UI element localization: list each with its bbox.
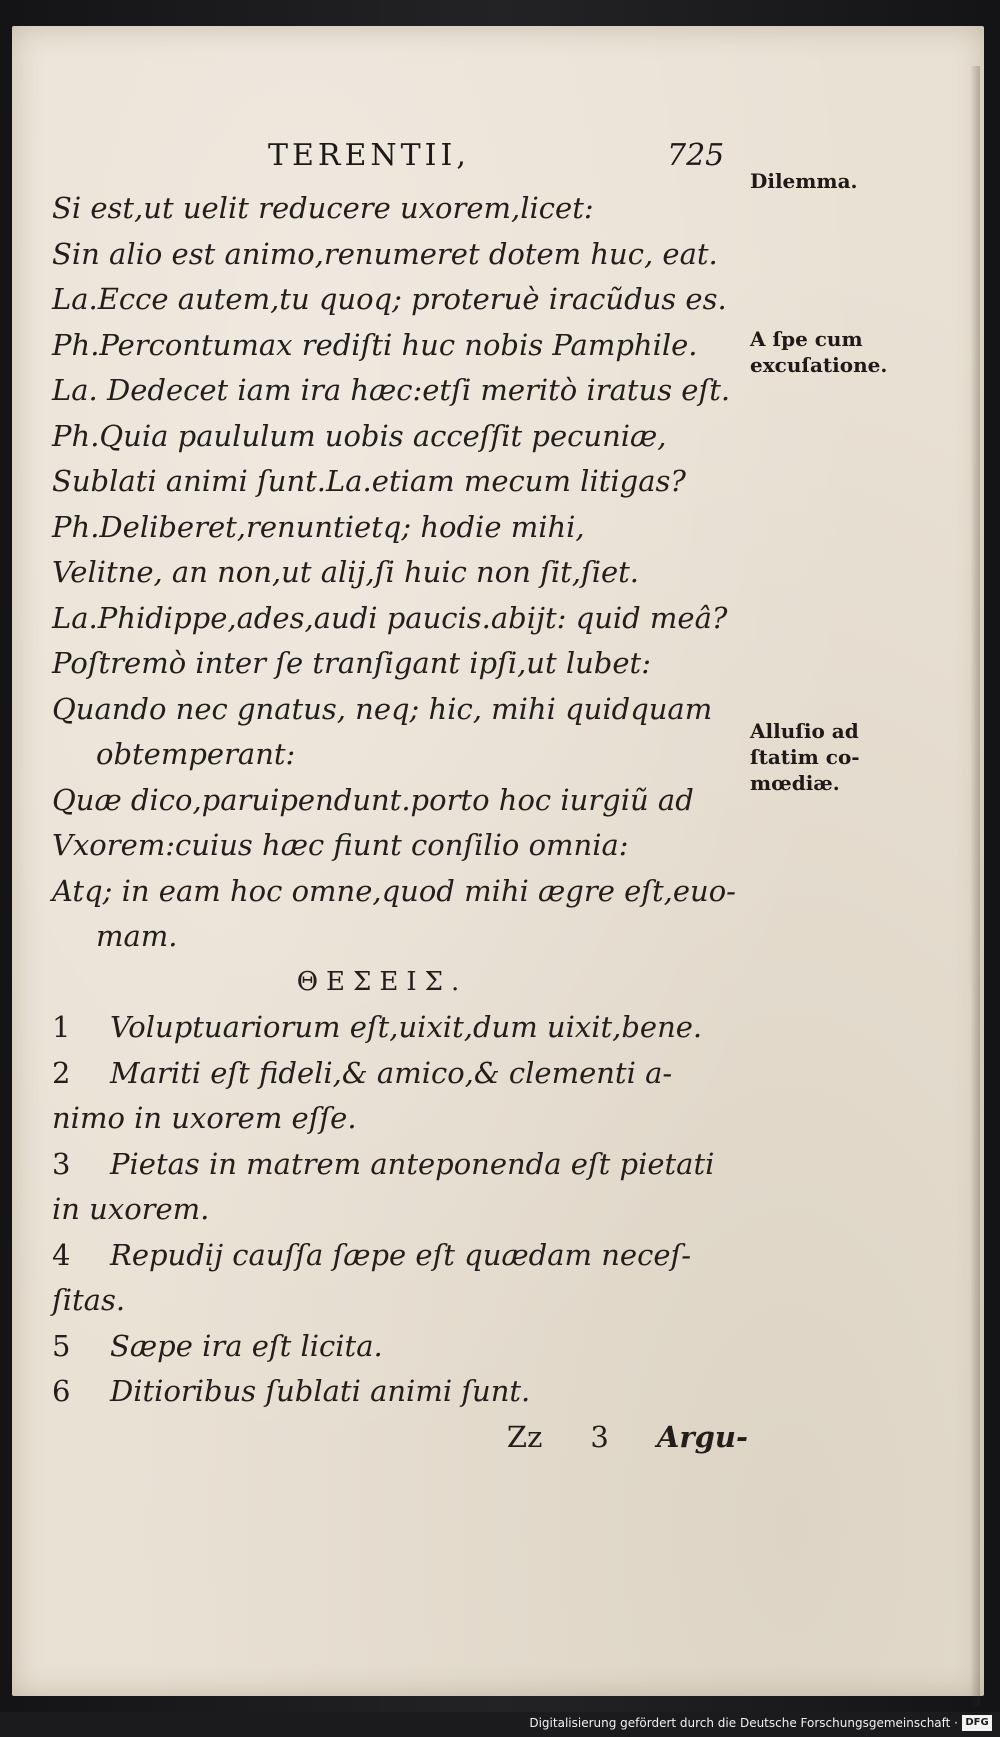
thesis-line [52, 1324, 752, 1370]
signature-mark: Zz [506, 1419, 543, 1454]
page-number: 725 [667, 138, 725, 173]
thesis-text: in uxorem. [52, 1192, 210, 1226]
text-line: Ph.Quia paululum uobis acceſſit pecuniæ, [52, 418, 667, 453]
thesis-line [52, 1278, 752, 1324]
margin-note-line: ſtatim co- [750, 745, 860, 769]
thesis-text: nimo in uxorem eſſe. [52, 1101, 357, 1135]
catchword: Argu- [656, 1419, 748, 1454]
text-line: Si est,ut uelit reducere uxorem,licet: [52, 191, 594, 225]
thesis-text: Repudij cauſſa ſæpe eſt quædam neceſ- [110, 1237, 692, 1272]
thesis-number: 4 [52, 1237, 71, 1272]
text-line: Quæ dico,paruipendunt.porto hoc iurgiũ ad [52, 782, 694, 817]
footer-credit: Digitalisierung gefördert durch die Deutsche Forschungsgemeinschaft · [529, 1716, 958, 1730]
text-line: La. Dedecet iam ira hæc:etſi meritò iratus eſt. [52, 373, 731, 407]
text-line: obtemperant: [96, 737, 296, 771]
theses-heading: ΘΕΣΕΙΣ. [296, 966, 468, 997]
text-line: La.Ecce autem,tu quoq; proteruè iracũdus es. [52, 282, 727, 316]
thesis-line [52, 1005, 752, 1051]
thesis-number: 5 [52, 1328, 71, 1363]
thesis-number: 1 [52, 1010, 71, 1044]
thesis-text: Pietas in matrem anteponenda eſt pietati [110, 1146, 715, 1181]
text-line: Ph.Percontumax rediſti huc nobis Pamphile. [52, 327, 698, 362]
margin-note-line: excuſatione. [750, 353, 888, 377]
book-page [12, 26, 984, 1696]
dfg-logo-badge: DFG [962, 1715, 992, 1731]
thesis-number: 3 [52, 1146, 71, 1181]
thesis-line [52, 1142, 752, 1188]
running-head: TERENTII, [268, 138, 470, 173]
thesis-number: 6 [52, 1374, 71, 1408]
thesis-line [52, 1233, 752, 1279]
thesis-text: Mariti eſt fideli,& amico,& clementi a- [110, 1055, 673, 1090]
thesis-text: Voluptuariorum eſt,uixit,dum uixit,bene. [110, 1010, 703, 1044]
thesis-line [52, 1187, 752, 1233]
margin-note-dilemma [750, 168, 858, 194]
margin-note-spe [750, 326, 887, 378]
text-line: mam. [96, 919, 178, 953]
text-line: Atq; in eam hoc omne,quod mihi ægre eſt,euo- [52, 873, 736, 908]
thesis-line [52, 1369, 752, 1415]
text-line: Ph.Deliberet,renuntietq; hodie mihi, [52, 509, 585, 544]
thesis-text: Sæpe ira eſt licita. [110, 1328, 383, 1363]
margin-note-line: Dilemma. [750, 169, 858, 193]
text-line: Vxorem:cuius hæc fiunt conſilio omnia: [52, 828, 629, 862]
page-edge-shadow [970, 66, 980, 1706]
text-line: La.Phidippe,ades,audi paucis.abijt: quid meâ? [52, 600, 728, 635]
footer-bar [0, 1712, 1000, 1737]
signature-line [52, 1415, 752, 1461]
text-line: Poſtremò inter ſe tranſigant ipſi,ut lubet: [52, 646, 651, 680]
signature-number: 3 [590, 1419, 609, 1454]
text-line: Sublati animi ſunt.La.etiam mecum litigas? [52, 464, 686, 498]
thesis-line [52, 1096, 752, 1142]
thesis-text: Ditioribus ſublati animi ſunt. [110, 1374, 531, 1408]
text-line: Velitne, an non,ut alij,ſi huic non ſit,ſiet. [52, 555, 640, 589]
margin-note-line: mœdiæ. [750, 771, 840, 795]
text-line: Quando nec gnatus, neq; hic, mihi quidquam [52, 691, 713, 726]
thesis-text: ſitas. [52, 1283, 126, 1317]
thesis-number: 2 [52, 1055, 71, 1090]
text-line: Sin alio est animo,renumeret dotem huc, eat. [52, 236, 718, 271]
margin-note-allusio [750, 718, 860, 796]
main-text [52, 186, 752, 1460]
thesis-line [52, 1051, 752, 1097]
margin-note-line: Alluſio ad [750, 719, 859, 743]
margin-note-line: A ſpe cum [750, 327, 863, 351]
